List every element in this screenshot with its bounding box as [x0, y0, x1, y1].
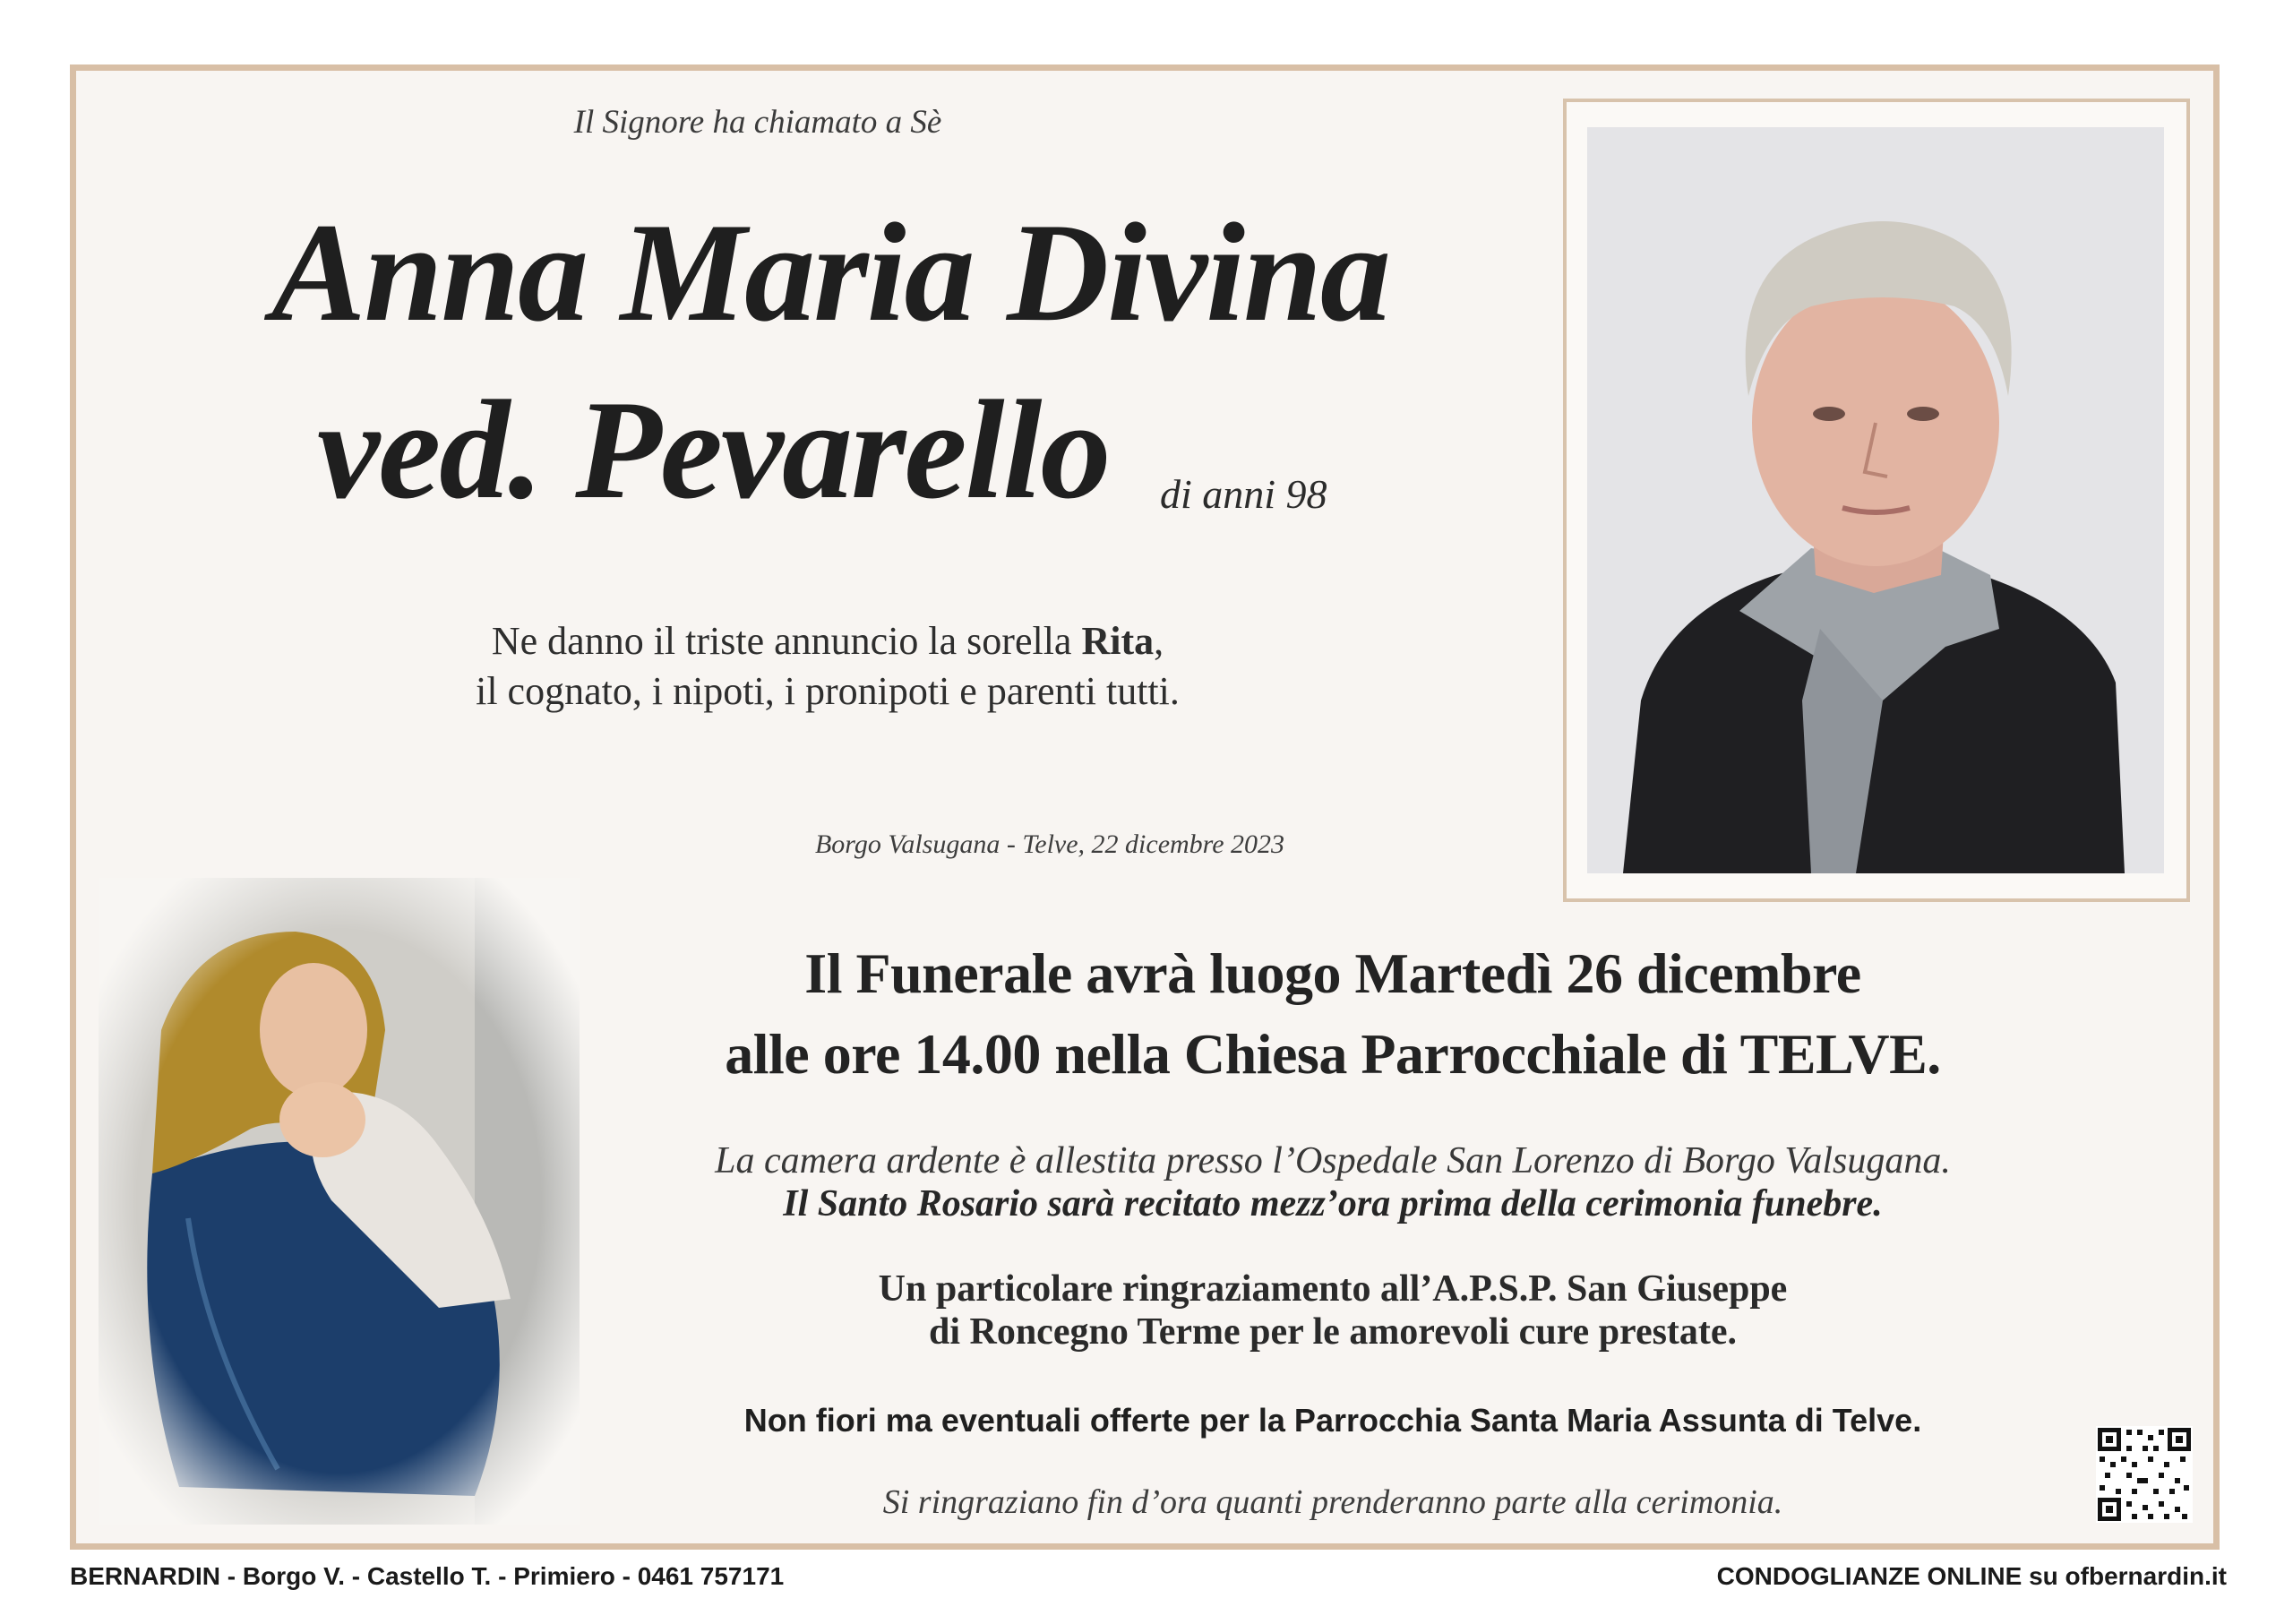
- announcement-line-2: il cognato, i nipoti, i pronipoti e parenti tutti.: [476, 669, 1180, 713]
- intro-text: Il Signore ha chiamato a Sè: [573, 104, 942, 141]
- place-date: Borgo Valsugana - Telve, 22 dicembre 2023: [814, 829, 1285, 859]
- rosario-text: Il Santo Rosario sarà recitato mezz’ora prima della cerimonia funebre.: [783, 1183, 1883, 1224]
- thanks-line-2: di Roncegno Terme per le amorevoli cure prestate.: [928, 1311, 1738, 1353]
- final-thanks: Si ringraziano fin d’ora quanti prenderanno parte alla cerimonia.: [882, 1483, 1783, 1521]
- footer-company-info: BERNARDIN - Borgo V. - Castello T. - Primiero - 0461 757171: [70, 1562, 785, 1590]
- portrait-photo-icon: [1587, 127, 2164, 873]
- footer-condolences-link[interactable]: CONDOGLIANZE ONLINE su ofbernardin.it: [1716, 1562, 2227, 1590]
- announcement-text: Ne danno il triste annuncio la sorella: [491, 619, 1082, 663]
- thanks-line-1: Un particolare ringraziamento all’A.P.S.P. San Giuseppe: [878, 1268, 1788, 1310]
- portrait-photo: [1587, 127, 2164, 873]
- madonna-icon: [99, 878, 580, 1525]
- announcement-line-1: [492, 618, 1164, 664]
- deceased-surname: ved. Pevarello: [317, 372, 1110, 528]
- qr-code: [2096, 1426, 2193, 1523]
- funeral-line-1: Il Funerale avrà luogo Martedì 26 dicembre: [804, 941, 1861, 1005]
- qr-code-icon[interactable]: [2096, 1426, 2193, 1523]
- sister-name: Rita: [1081, 619, 1155, 663]
- flowers-text: Non fiori ma eventuali offerte per la Parrocchia Santa Maria Assunta di Telve.: [743, 1402, 1922, 1439]
- deceased-name: Anna Maria Divina: [271, 194, 1389, 351]
- deceased-age: di anni 98: [1160, 471, 1327, 517]
- announcement-comma: ,: [1154, 619, 1164, 663]
- funeral-line-2: alle ore 14.00 nella Chiesa Parrocchiale di TELVE.: [725, 1022, 1941, 1086]
- madonna-with-child-image: [99, 878, 580, 1525]
- camera-ardente-text: La camera ardente è allestita presso l’Ospedale San Lorenzo di Borgo Valsugana.: [715, 1140, 1951, 1181]
